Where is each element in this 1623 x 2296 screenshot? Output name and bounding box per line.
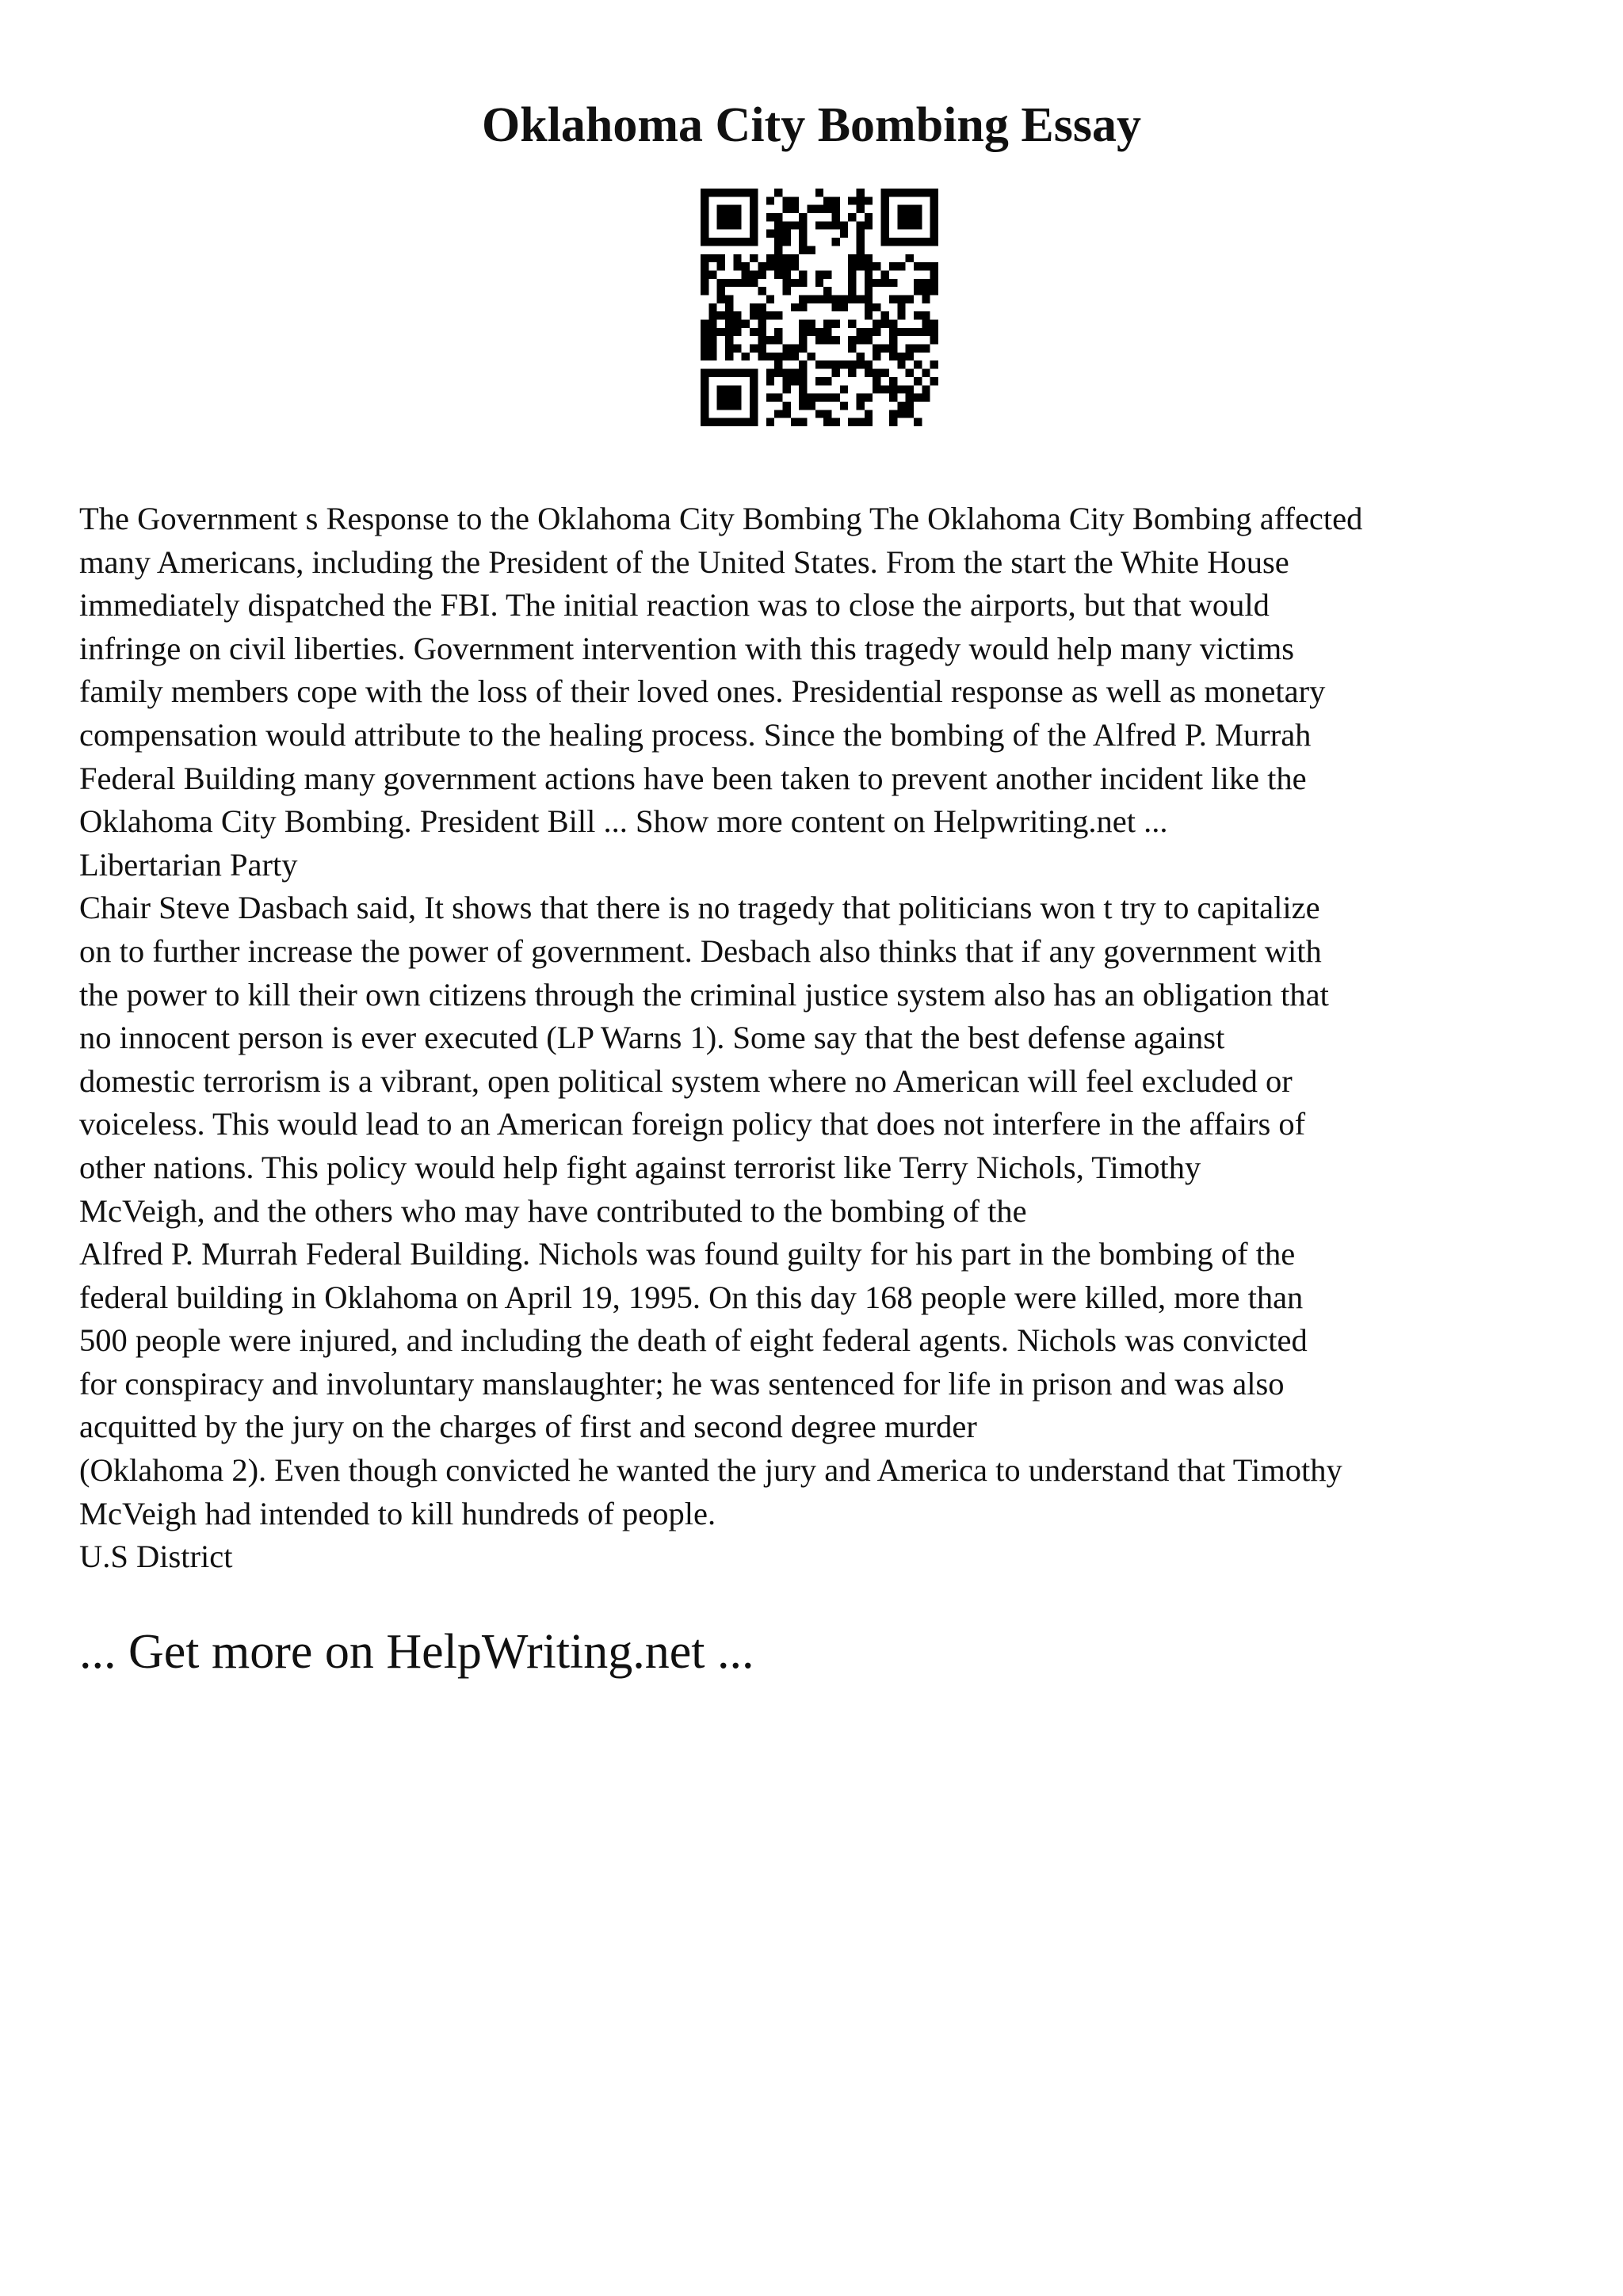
essay-line: U.S District	[79, 1539, 233, 1575]
essay-line: Chair Steve Dasbach said, It shows that there is no tragedy that politicians won t try to capitalize	[79, 890, 1320, 926]
essay-line: 500 people were injured, and including the death of eight federal agents. Nichols was convicted	[79, 1322, 1308, 1359]
essay-line: immediately dispatched the FBI. The initial reaction was to close the airports, but that would	[79, 587, 1270, 624]
essay-line: infringe on civil liberties. Government intervention with this tragedy would help many victims	[79, 630, 1295, 666]
essay-line: Alfred P. Murrah Federal Building. Nichols was found guilty for his part in the bombing of the	[79, 1236, 1296, 1272]
essay-line: family members cope with the loss of their loved ones. Presidential response as well as monetary	[79, 673, 1326, 710]
essay-line: no innocent person is ever executed (LP Warns 1). Some say that the best defense against	[79, 1020, 1225, 1056]
essay-line: federal building in Oklahoma on April 19, 1995. On this day 168 people were killed, more than	[79, 1279, 1304, 1315]
essay-line: the power to kill their own citizens through the criminal justice system also has an obligation that	[79, 976, 1329, 1013]
get-more-link[interactable]: ... Get more on HelpWriting.net ...	[79, 1625, 754, 1679]
essay-line: other nations. This policy would help fight against terrorist like Terry Nichols, Timothy	[79, 1149, 1201, 1185]
essay-line: domestic terrorism is a vibrant, open political system where no American will feel excluded or	[79, 1062, 1293, 1099]
essay-line: Oklahoma City Bombing. President Bill ... Show more content on Helpwriting.net ...	[79, 803, 1168, 840]
essay-line: acquitted by the jury on the charges of first and second degree murder	[79, 1409, 977, 1445]
essay-line: Federal Building many government actions have been taken to prevent another incident like the	[79, 760, 1307, 796]
document-title: Oklahoma City Bombing Essay	[481, 98, 1141, 152]
qr-code-icon[interactable]	[701, 189, 938, 426]
essay-line: Libertarian Party	[79, 846, 298, 883]
essay-line: for conspiracy and involuntary manslaughter; he was sentenced for life in prison and was also	[79, 1365, 1285, 1402]
essay-line: voiceless. This would lead to an American foreign policy that does not interfere in the affairs of	[79, 1106, 1306, 1142]
essay-line: (Oklahoma 2). Even though convicted he wanted the jury and America to understand that Timothy	[79, 1452, 1342, 1489]
essay-line: McVeigh had intended to kill hundreds of people.	[79, 1495, 716, 1531]
essay-line: compensation would attribute to the healing process. Since the bombing of the Alfred P. Murrah	[79, 716, 1312, 753]
essay-line: McVeigh, and the others who may have contributed to the bombing of the	[79, 1192, 1027, 1229]
essay-line: The Government s Response to the Oklahoma City Bombing The Oklahoma City Bombing affected	[79, 501, 1363, 536]
essay-line: on to further increase the power of government. Desbach also thinks that if any government with	[79, 933, 1322, 969]
essay-line: many Americans, including the President of the United States. From the start the White House	[79, 543, 1289, 580]
essay-body	[79, 498, 1569, 1579]
